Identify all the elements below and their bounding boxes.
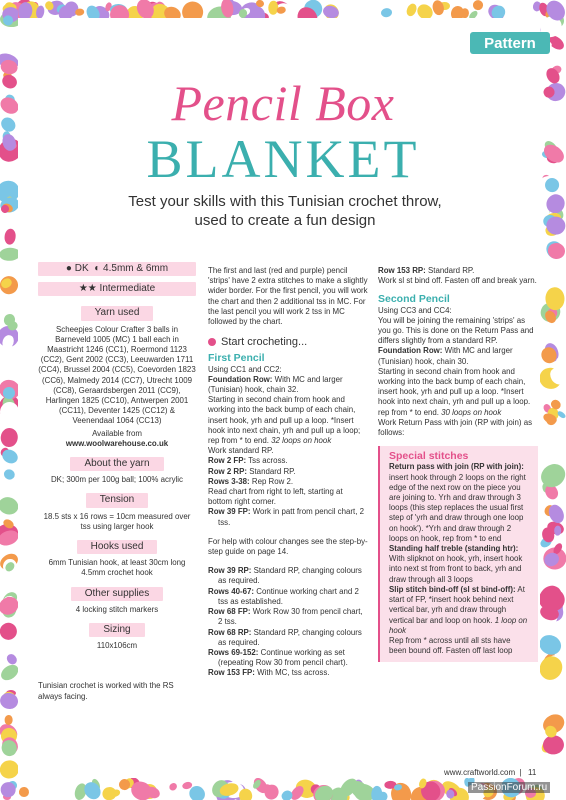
row-39-fp: Row 39 FP: Work in patt from pencil chart, 2 tss. <box>208 507 364 527</box>
row-68-fp: Row 68 FP: Work Row 30 from pencil chart, 2 tss. <box>208 607 363 627</box>
intro-text: The first and last (red and purple) pencil 'strips' have 2 extra stitches to make a slightly wider border. For the first pencil, you will work the chart and then 2 additional tss in MC. For the last pencil you will work 2 tss in MC followed by the chart. <box>208 266 368 327</box>
instructions-column-2 <box>378 266 538 662</box>
bindoff-text: Work sl st bind off. Fasten off and break yarn. <box>378 276 537 286</box>
first-pencil-using: Using CC1 and CC2: <box>208 364 282 374</box>
flower-petal-shape <box>58 785 71 800</box>
about-yarn-heading: About the yarn <box>70 457 163 471</box>
read-chart-text: Read chart from right to left, starting at bottom right corner. <box>208 487 343 507</box>
flower-petal-shape <box>238 788 254 800</box>
sizing-heading: Sizing <box>89 623 144 637</box>
flower-petal-shape <box>0 427 18 448</box>
rows-3-38: Rows 3-38: Rep Row 2. <box>208 476 294 486</box>
sizing-text: 110x106cm <box>96 641 138 651</box>
return-join-text: Work Return Pass with join (RP with join) as follows: <box>378 417 533 438</box>
flower-petal-shape <box>102 786 118 800</box>
flower-petal-shape <box>168 781 179 792</box>
flower-petal-shape <box>0 495 18 517</box>
flower-petal-shape <box>18 786 30 797</box>
special-stitches-box <box>378 446 538 662</box>
row-153-fp: Row 153 FP: With MC, tss across. <box>208 668 330 678</box>
flower-petal-shape <box>74 8 84 16</box>
footer-url[interactable]: www.craftworld.com | <box>444 768 522 777</box>
instructions-column-1 <box>208 266 368 679</box>
second-pencil-heading: Second Pencil <box>378 293 450 306</box>
weight-label: DK <box>74 263 89 274</box>
second-pencil-using: Using CC3 and CC4: <box>378 305 452 315</box>
tension-text: 18.5 sts x 16 rows = 10cm measured over tss using larger hook <box>43 511 191 531</box>
flower-petal-shape <box>3 228 16 245</box>
bullet-dot-icon <box>208 338 216 346</box>
flower-petal-shape <box>2 467 16 481</box>
specs-column <box>38 262 196 704</box>
second-foundation-row: Foundation Row: With MC and larger (Tunisian) hook, chain 30. <box>378 346 513 366</box>
watermark: PassionForum.ru <box>468 782 550 793</box>
hooks-heading: Hooks used <box>77 540 158 554</box>
flower-petal-shape <box>0 692 18 712</box>
start-crocheting-heading: Start crocheting... <box>208 337 368 347</box>
flower-petal-shape <box>405 2 419 18</box>
flower-petal-shape <box>32 787 44 800</box>
level-pill: ★★ Intermediate <box>38 282 196 296</box>
row-153-rp: Row 153 RP: Standard RP. <box>378 266 475 275</box>
row-2-rp: Row 2 RP: Standard RP. <box>208 466 296 476</box>
flower-petal-shape <box>554 525 561 535</box>
rows-69-152: Rows 69-152: Continue working as set (repeating Row 30 from pencil chart). <box>208 647 348 668</box>
slst-repeat-text: Rep from * across until all sts have been bound off. Fasten off last loop <box>389 635 513 656</box>
second-starting-text: Starting in second chain from hook and working into the back bump of each chain, insert hook, yrh and pull up a loop. *Insert hook into next chain, yrh and pull up a loop. rep from * to end. 30 loops on hook <box>378 366 531 417</box>
yarn-text: Scheepjes Colour Crafter 3 balls in Barneveld 1005 (MC) 1 ball each in Maastricht 1246 (CC1), Roermond 1123 (CC2), Gent 2002 (CC3), Leeuwarden 1711 (CC4), Brussel 2004 (CC5), Coevorden 1823 (CC6), Malmedy 2014 (CC7), Utrecht 1009 (CC8), Geraardsbergen 2011 (CC9), Harlingen 1825 (CC10), Antwerpen 2001 (CC11), Deventer 1425 (CC12) & Veenendaal 1064 (CC13) <box>38 324 196 426</box>
page-title-line2: BLANKET <box>146 129 420 189</box>
flower-petal-shape <box>449 5 464 18</box>
yarn-ball-icon: ● <box>65 263 72 274</box>
flower-petal-shape <box>0 401 18 422</box>
first-starting-text: Starting in second chain from hook and working into the back bump of each chain, insert hook, yrh and pull up a loop. *Insert hook into next chain, yrh and pull up a loop; rep from * to end. 32 loops on hook <box>208 395 361 446</box>
tension-heading: Tension <box>86 493 148 507</box>
section-tab: Pattern <box>470 32 550 54</box>
page-title-line1: Pencil Box <box>171 75 395 131</box>
standing-htr-stitch: Standing half treble (standing htr): With slipknot on hook, yrh, insert hook into next st from front to back, yrh and draw through all 3 loops <box>389 544 523 584</box>
hook-sizes-label: 4.5mm & 6mm <box>103 263 169 274</box>
flower-petal-shape <box>371 786 383 800</box>
row-68-rp: Row 68 RP: Standard RP, changing colours as required. <box>208 627 362 647</box>
subtitle: Test your skills with this Tunisian crochet throw, used to create a fun design <box>128 193 442 229</box>
about-yarn-text: DK; 300m per 100g ball; 100% acrylic <box>50 475 184 485</box>
help-text: For help with colour changes see the step-by-step guide on page 14. <box>208 536 368 557</box>
hooks-text: 6mm Tunisian hook, at least 30cm long 4.5mm crochet hook <box>48 558 186 578</box>
flower-petal-shape <box>0 662 18 684</box>
yarn-heading: Yarn used <box>81 306 154 320</box>
flower-petal-shape <box>541 331 552 343</box>
flower-petal-shape <box>547 242 566 260</box>
weight-hook-pill <box>38 262 196 276</box>
available-text: Available from <box>92 428 142 438</box>
special-stitches-heading: Special stitches <box>389 450 469 463</box>
first-pencil-heading: First Pencil <box>208 352 265 365</box>
flower-petal-shape <box>546 216 566 235</box>
flower-petal-shape <box>380 8 392 18</box>
flower-petal-shape <box>366 5 380 18</box>
rs-note: Tunisian crochet is worked with the RS always facing. <box>38 681 174 701</box>
flower-petal-shape <box>321 4 340 18</box>
flower-petal-shape <box>0 247 18 261</box>
hook-icon: ◐ <box>94 263 101 274</box>
other-supplies-heading: Other supplies <box>71 587 163 601</box>
flower-petal-shape <box>556 410 566 419</box>
first-foundation-row: Foundation Row: With MC and larger (Tunisian) hook, chain 32. <box>208 374 343 395</box>
row-39-rp: Row 39 RP: Standard RP, changing colours as required. <box>208 566 362 586</box>
rows-40-67: Rows 40-67: Continue working chart and 2 tss as established. <box>208 586 359 606</box>
flower-petal-shape <box>548 435 559 446</box>
work-return-text: Work standard RP. <box>208 446 274 456</box>
row-2-fp: Row 2 FP: Tss across. <box>208 456 288 466</box>
rp-join-stitch: Return pass with join (RP with join): insert hook through 2 loops on the right edge of the next row on the piece you are joining to. Yrh and draw through 3 loops (this step replaces the usual first step of 'yrh and draw through one loop on hook'). *Yrh and draw through 2 loops on hook, rep from * to end <box>389 462 526 543</box>
flower-petal-shape <box>4 715 12 725</box>
page-number: 11 <box>528 768 537 777</box>
other-supplies-text: 4 locking stitch markers <box>75 604 159 614</box>
second-pencil-text: You will be joining the remaining 'strips' as you go. This is done on the Return Pass and differs slightly from a standard RP. <box>378 315 534 346</box>
flower-petal-shape <box>540 631 564 657</box>
slst-bindoff-stitch: Slip stitch bind-off (sl st bind-off): At start of FP, *insert hook behind next vertical bar, yrh and draw through vertical bar and loop on hook. 1 loop on hook <box>389 584 528 635</box>
website-link[interactable]: www.woolwarehouse.co.uk <box>65 438 169 448</box>
floral-border-top <box>0 0 566 18</box>
